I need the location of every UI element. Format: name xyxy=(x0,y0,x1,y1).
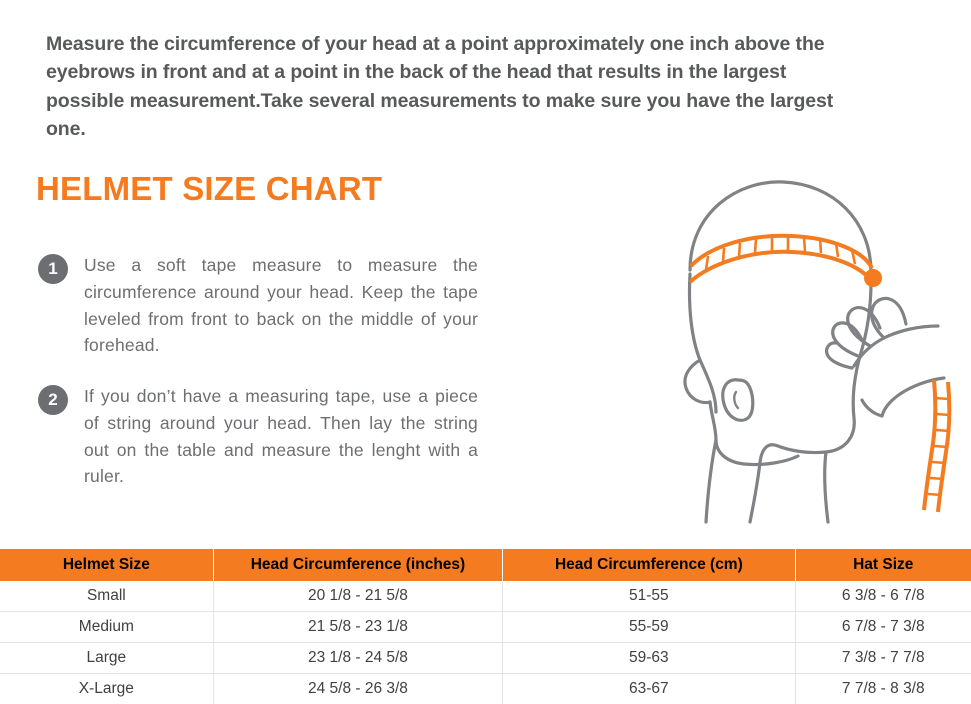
cell-circumference-cm: 59-63 xyxy=(503,643,795,674)
table-row xyxy=(0,581,971,612)
step-number-badge: 2 xyxy=(38,385,68,415)
cell-hat-size: 6 3/8 - 6 7/8 xyxy=(795,581,971,612)
column-header-helmet-size: Helmet Size xyxy=(0,549,213,581)
cell-circumference-inches: 21 5/8 - 23 1/8 xyxy=(213,612,502,643)
page-title: HELMET SIZE CHART xyxy=(36,170,382,208)
cell-circumference-inches: 23 1/8 - 24 5/8 xyxy=(213,643,502,674)
intro-paragraph: Measure the circumference of your head at a point approximately one inch above the eyebrows in front and at a point in the back of the head that results in the largest possible measurement.Take several measurements to make sure you have the largest one. xyxy=(46,30,856,143)
instruction-steps xyxy=(38,252,508,514)
table-row xyxy=(0,612,971,643)
cell-hat-size: 6 7/8 - 7 3/8 xyxy=(795,612,971,643)
step-text: Use a soft tape measure to measure the circumference around your head. Keep the tape leveled from front to back on the middle of your forehead. xyxy=(84,252,478,359)
cell-circumference-cm: 63-67 xyxy=(503,674,795,704)
cell-hat-size: 7 7/8 - 8 3/8 xyxy=(795,674,971,704)
cell-circumference-cm: 51-55 xyxy=(503,581,795,612)
cell-helmet-size: X-Large xyxy=(0,674,213,704)
table-row xyxy=(0,674,971,704)
step-number-badge: 1 xyxy=(38,254,68,284)
cell-circumference-inches: 20 1/8 - 21 5/8 xyxy=(213,581,502,612)
step-item xyxy=(38,252,508,359)
step-text: If you don’t have a measuring tape, use a piece of string around your head. Then lay the string out on the table and measure the lenght with a ruler. xyxy=(84,383,478,490)
head-measurement-illustration xyxy=(540,150,960,530)
cell-circumference-cm: 55-59 xyxy=(503,612,795,643)
column-header-circumference-cm: Head Circumference (cm) xyxy=(503,549,795,581)
cell-circumference-inches: 24 5/8 - 26 3/8 xyxy=(213,674,502,704)
table-row xyxy=(0,643,971,674)
cell-helmet-size: Medium xyxy=(0,612,213,643)
table-header-row xyxy=(0,549,971,581)
cell-hat-size: 7 3/8 - 7 7/8 xyxy=(795,643,971,674)
column-header-circumference-inches: Head Circumference (inches) xyxy=(213,549,502,581)
cell-helmet-size: Small xyxy=(0,581,213,612)
column-header-hat-size: Hat Size xyxy=(795,549,971,581)
cell-helmet-size: Large xyxy=(0,643,213,674)
step-item xyxy=(38,383,508,490)
size-chart-table xyxy=(0,549,971,704)
